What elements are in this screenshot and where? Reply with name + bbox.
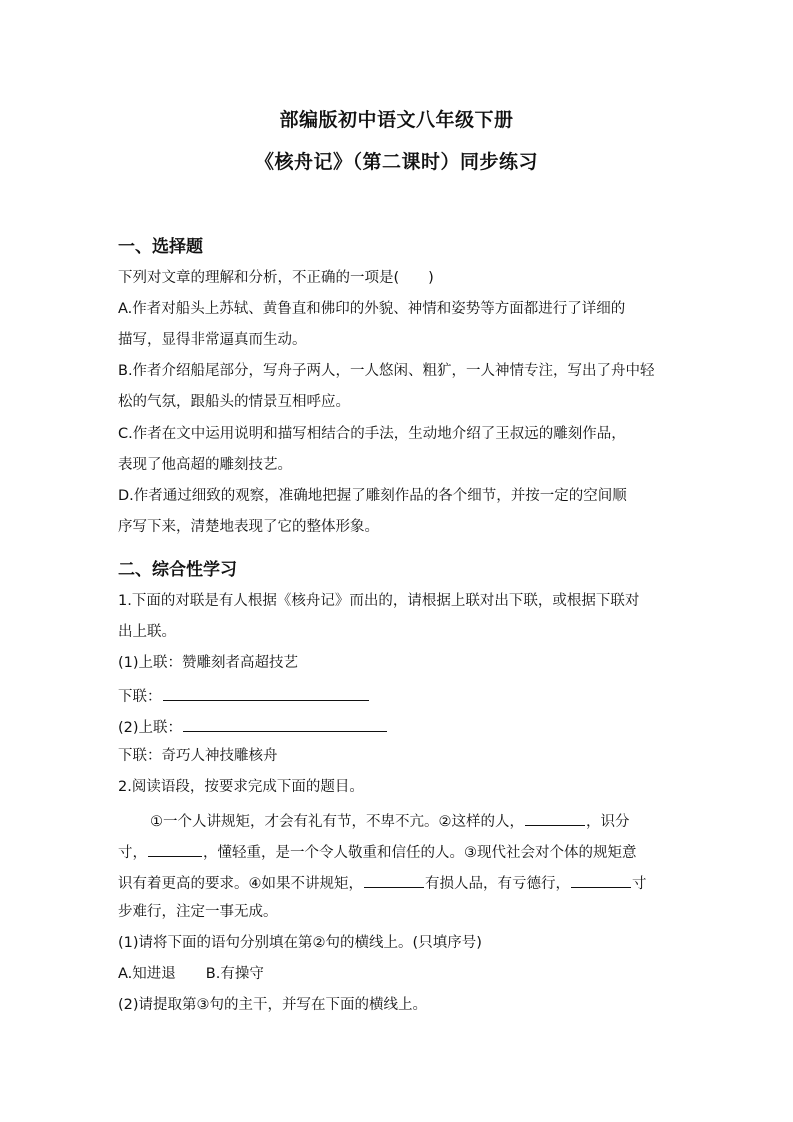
option-b-line1: B.作者介绍船尾部分，写舟子两人，一人悠闲、粗犷，一人神情专注，写出了舟中轻 (118, 363, 655, 379)
passage-text: 寸 (632, 876, 647, 892)
passage-text: 识有着更高的要求。④如果不讲规矩， (118, 876, 363, 892)
passage-blank-1[interactable] (525, 809, 585, 826)
q1-part2-upper (118, 715, 388, 738)
choice-b: B.有操守 (205, 966, 264, 982)
option-c-line1: C.作者在文中运用说明和描写相结合的手法，生动地介绍了王叔远的雕刻作品， (118, 426, 626, 442)
passage-text: 有损人品，有亏德行， (425, 876, 570, 892)
upper-answer-blank[interactable] (183, 715, 387, 732)
q2-instruction: 2.阅读语段，按要求完成下面的题目。 (118, 779, 364, 795)
choice-a: A.知进退 (118, 966, 176, 982)
sub-question-1: (1)请将下面的语句分别填在第②句的横线上。(只填序号) (118, 935, 482, 951)
lower-label: 下联： (118, 689, 162, 705)
option-b-line2: 松的气氛，跟船头的情景互相呼应。 (118, 394, 350, 410)
option-d-line2: 序写下来，清楚地表现了它的整体形象。 (118, 519, 379, 535)
passage-line4: 步难行，注定一事无成。 (118, 904, 278, 920)
passage-blank-3[interactable] (364, 871, 424, 888)
section-2-heading: 二、综合性学习 (118, 560, 237, 580)
section-1-heading: 一、选择题 (118, 237, 203, 257)
passage-text: ，懂轻重，是一个令人敬重和信任的人。③现代社会对个体的规矩意 (203, 845, 637, 861)
passage-line2 (118, 840, 637, 863)
sub-question-1-options (118, 964, 264, 984)
document-title: 部编版初中语文八年级下册 (279, 109, 514, 131)
option-c-line2: 表现了他高超的雕刻技艺。 (118, 457, 292, 473)
lower-answer-blank[interactable] (163, 684, 369, 701)
q1-line1: 1.下面的对联是有人根据《核舟记》而出的，请根据上联对出下联，或根据下联对 (118, 593, 640, 609)
option-a-line1: A.作者对船头上苏轼、黄鲁直和佛印的外貌、神情和姿势等方面都进行了详细的 (118, 301, 626, 317)
passage-text: ①一个人讲规矩，才会有礼有节，不卑不亢。②这样的人， (150, 814, 524, 830)
passage-text: 寸， (118, 845, 147, 861)
q1-line2: 出上联。 (118, 624, 176, 640)
passage-line3 (118, 871, 647, 894)
q1-part1-lower (118, 684, 370, 707)
passage-blank-2[interactable] (148, 840, 202, 857)
q1-part2-lower: 下联：奇巧人神技雕核舟 (118, 748, 278, 764)
option-d-line1: D.作者通过细致的观察，准确地把握了雕刻作品的各个细节，并按一定的空间顺 (118, 488, 627, 504)
upper-label: (2)上联： (118, 720, 183, 736)
question-stem: 下列对文章的理解和分析，不正确的一项是( ) (118, 270, 434, 286)
document-subtitle: 《核舟记》（第二课时）同步练习 (254, 151, 538, 173)
sub-question-2: (2)请提取第③句的主干，并写在下面的横线上。 (118, 997, 428, 1013)
passage-text: ，识分 (586, 814, 630, 830)
passage-blank-4[interactable] (571, 871, 631, 888)
option-a-line2: 描写，显得非常逼真而生动。 (118, 332, 307, 348)
q1-part1-upper: (1)上联：赞雕刻者高超技艺 (118, 655, 299, 671)
passage-line1 (150, 809, 630, 832)
